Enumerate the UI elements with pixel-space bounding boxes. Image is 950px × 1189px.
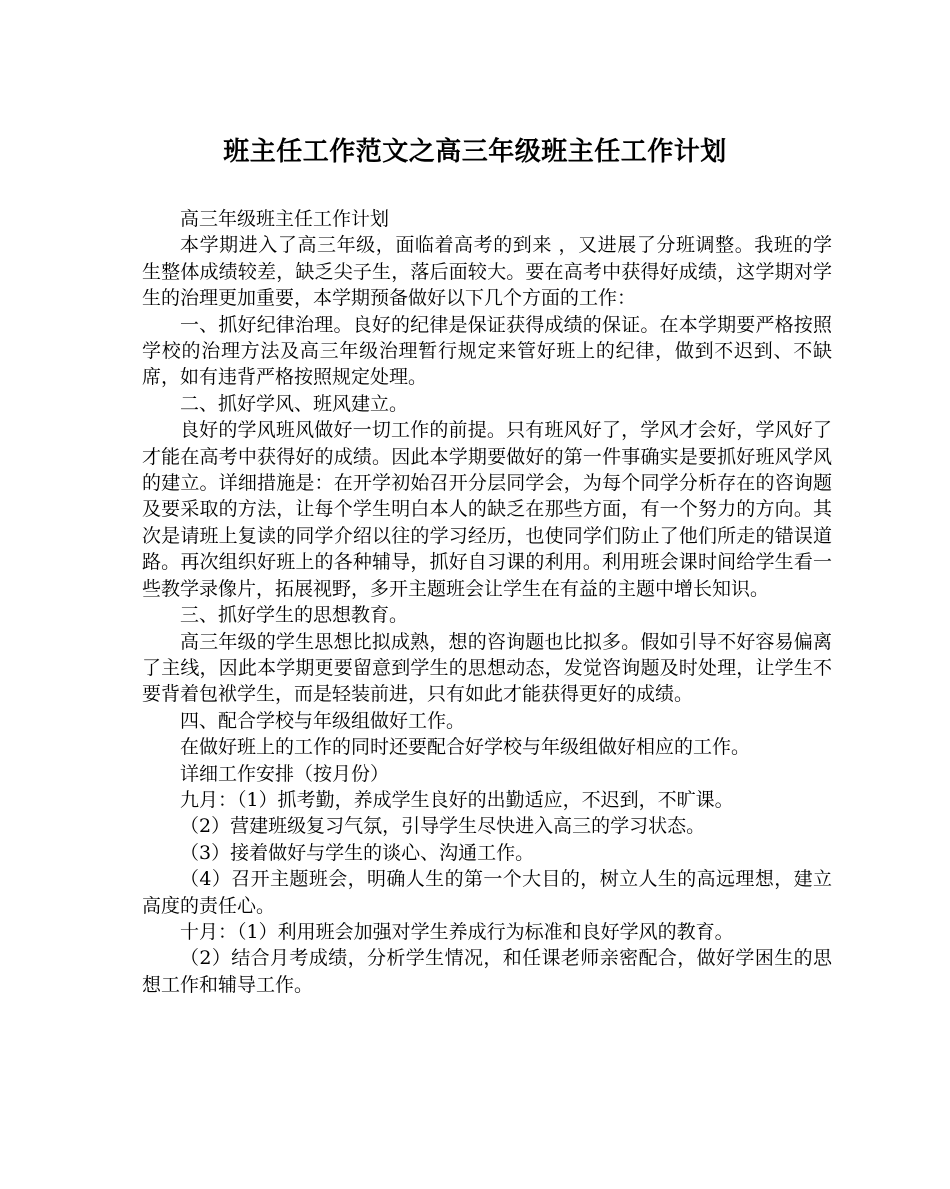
section-heading: 详细工作安排（按月份） [180,762,390,785]
section-heading: 四、配合学校与年级组做好工作。 [180,709,466,732]
section-heading: 三、抓好学生的思想教育。 [180,604,409,627]
schedule-item: 十月：（1）利用班会加强对学生养成行为标准和良好学风的教育。 [180,920,734,943]
paragraph: 高三年级的学生思想比拟成熟，想的咨询题也比拟多。假如引导不好容易偏离了主线，因此本学期更要留意到学生的思想动态，发觉咨询题及时处理，让学生不要背着包袱学生，而是轻装前进，只有如此才能获得更好的成绩。 [142,630,832,706]
section-heading: 二、抓好学风、班风建立。 [180,392,409,415]
schedule-item: （3）接着做好与学生的谈心、沟通工作。 [180,841,535,864]
paragraph: 本学期进入了高三年级，面临着高考的到来 ，又进展了分班调整。我班的学生整体成绩较差，缺乏尖子生，落后面较大。要在高考中获得好成绩，这学期对学生的治理更加重要，本学期预备做好以下几个方面的工作： [142,234,832,310]
paragraph: 在做好班上的工作的同时还要配合好学校与年级组做好相应的工作。 [180,736,751,759]
schedule-item: （4）召开主题班会，明确人生的第一个大目的，树立人生的高远理想，建立高度的责任心。 [142,868,832,917]
schedule-item: （2）结合月考成绩，分析学生情况，和任课老师亲密配合，做好学困生的思想工作和辅导工作。 [142,947,832,996]
schedule-item: （2）营建班级复习气氛，引导学生尽快进入高三的学习状态。 [180,815,706,838]
schedule-item: 九月：（1）抓考勤，养成学生良好的出勤适应，不迟到，不旷课。 [180,788,734,811]
document-title: 班主任工作范文之高三年级班主任工作计划 [223,137,727,167]
paragraph: 良好的学风班风做好一切工作的前提。只有班风好了，学风才会好，学风好了才能在高考中获得好的成绩。因此本学期要做好的第一件事确实是要抓好班风学风的建立。详细措施是：在开学初始召开分层同学会，为每个同学分析存在的咨询题及要采取的方法，让每个学生明白本人的缺乏在那些方面，有一个努力的方向。其次是请班上复读的同学介绍以往的学习经历，也使同学们防止了他们所走的错误道路。再次组织好班上的各种辅导，抓好自习课的利用。利用班会课时间给学生看一些教学录像片，拓展视野，多开主题班会让学生在有益的主题中增长知识。 [142,419,832,600]
paragraph: 一、抓好纪律治理。良好的纪律是保证获得成绩的保证。在本学期要严格按照学校的治理方法及高三年级治理暂行规定来管好班上的纪律，做到不迟到、不缺席，如有违背严格按照规定处理。 [142,313,832,389]
document-body [142,206,832,998]
section-heading: 高三年级班主任工作计划 [180,208,390,230]
